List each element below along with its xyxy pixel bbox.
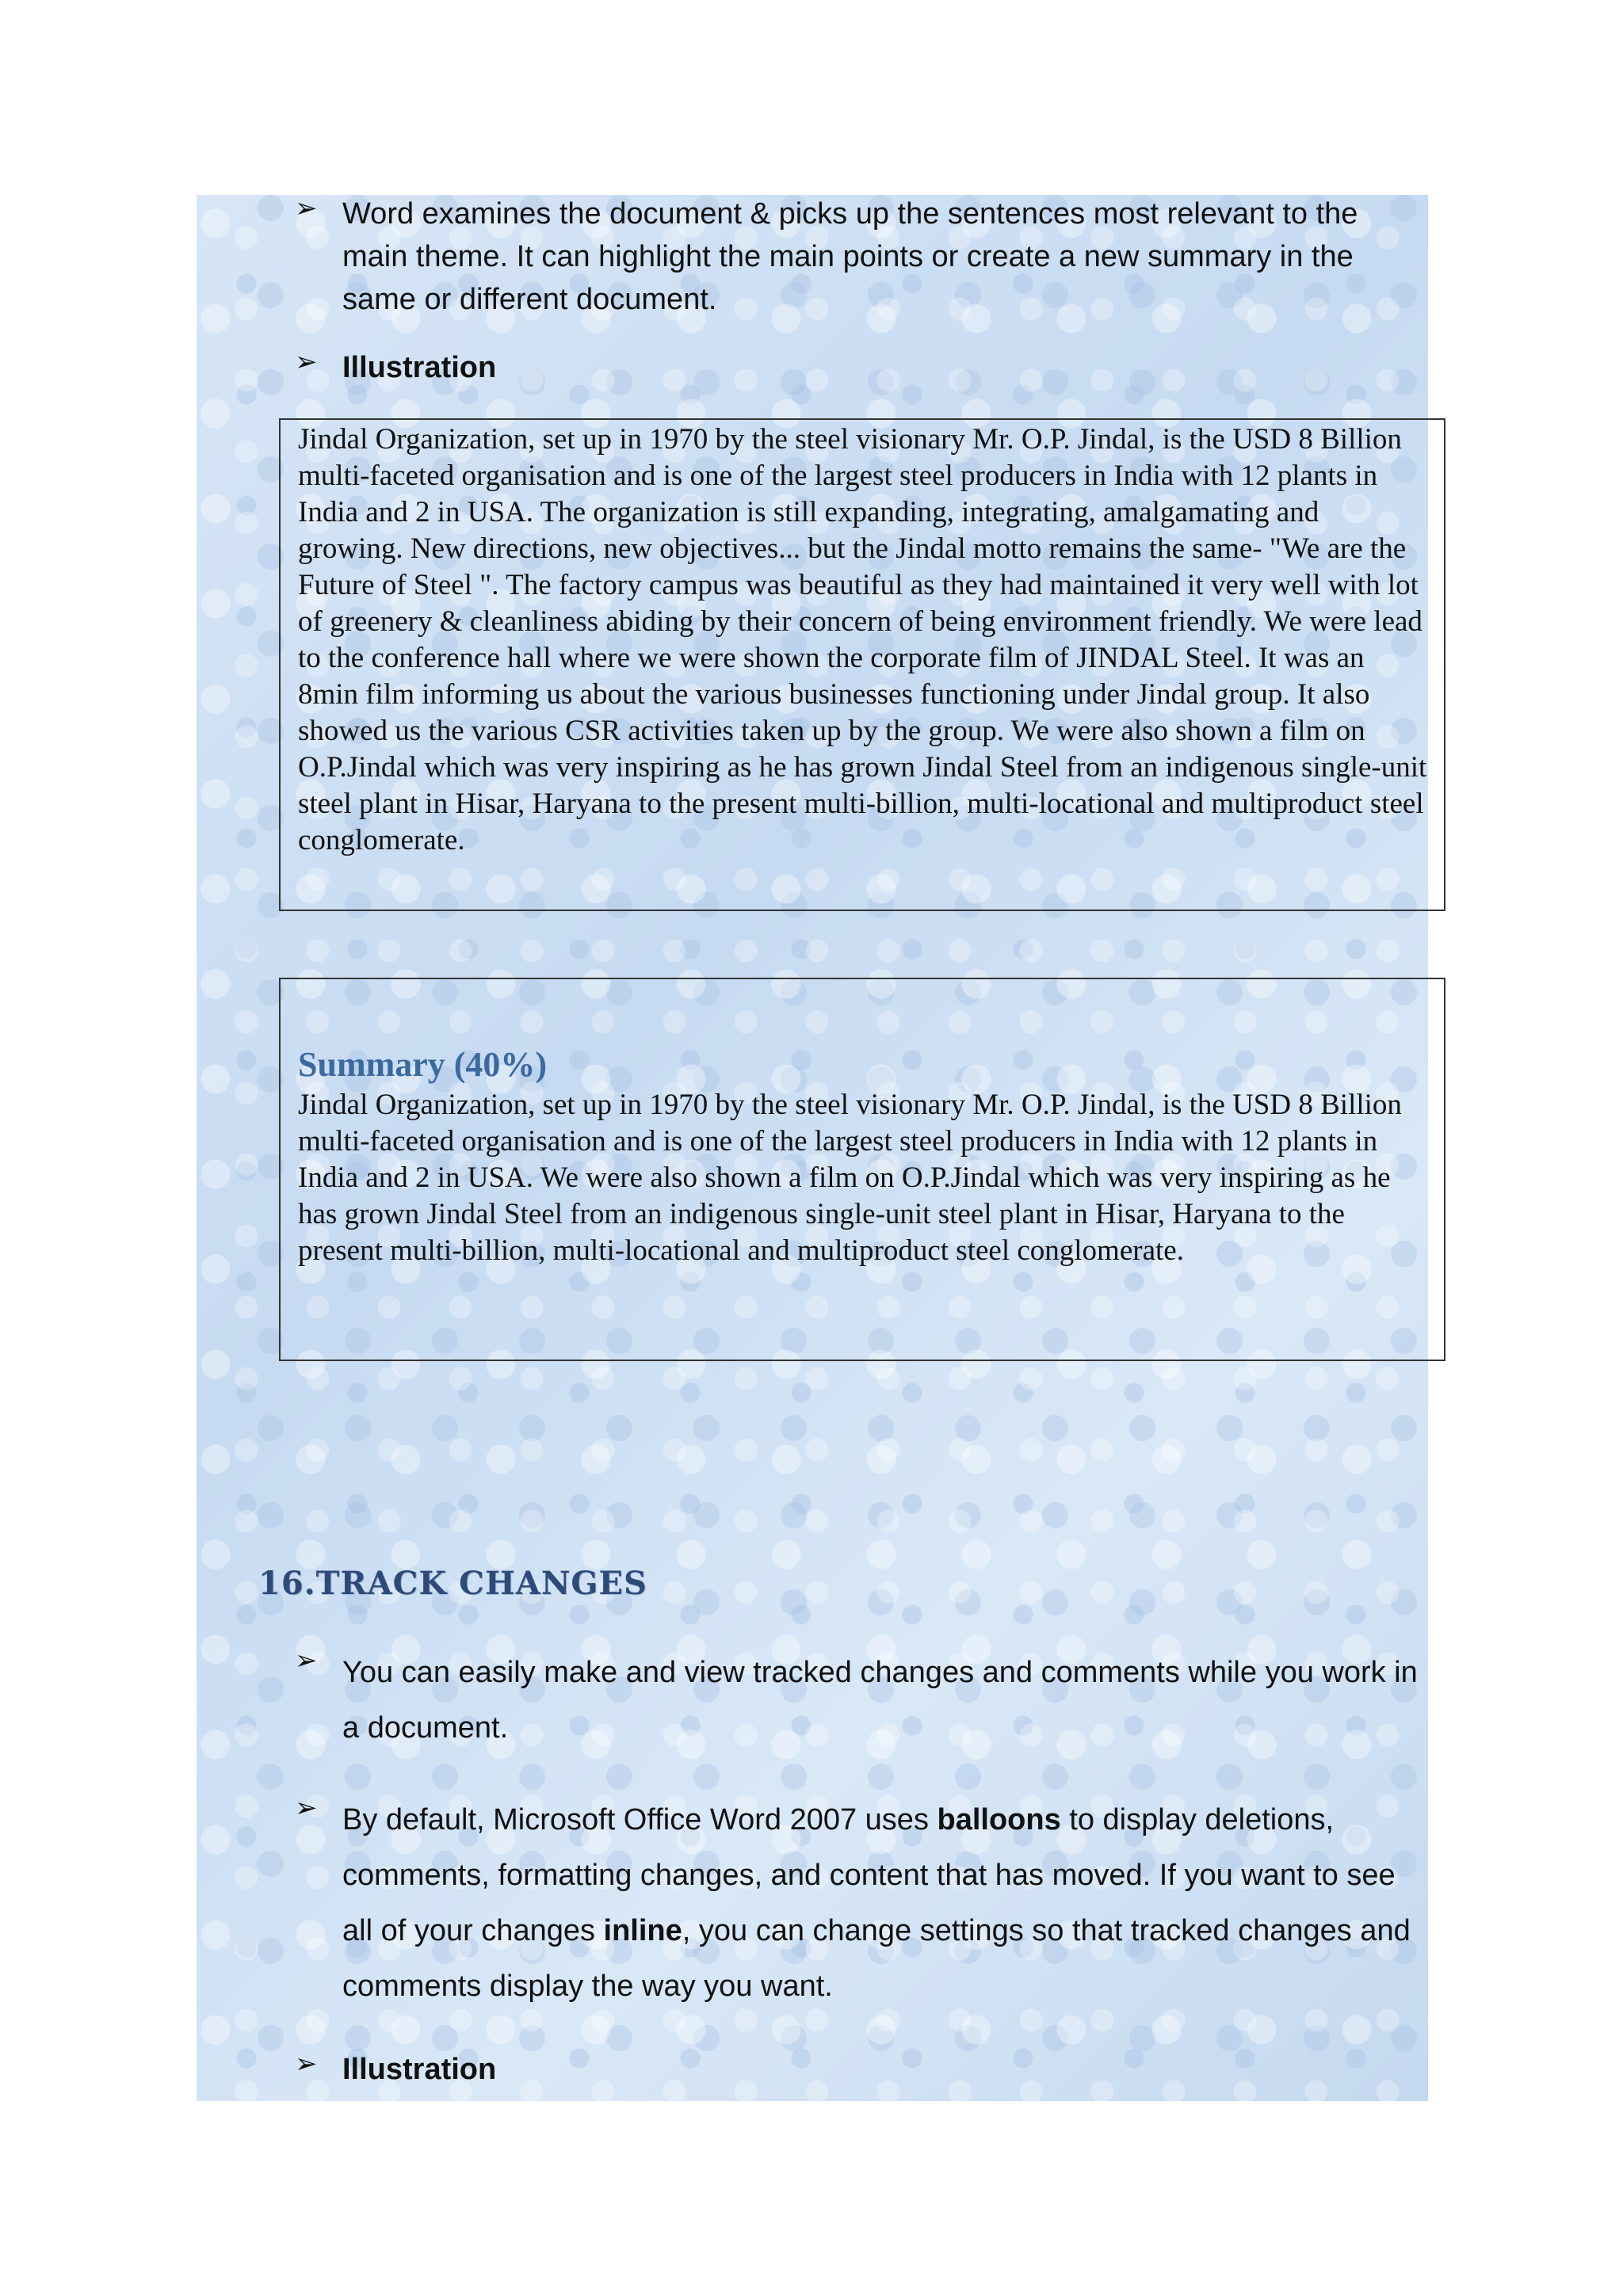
illustration-text-box: [279, 418, 1445, 911]
bullet-text-part: , you can change settings so that tracked changes and comments display the way you want.: [342, 1914, 1411, 2003]
section-heading-track-changes: 16.TRACK CHANGES: [258, 1565, 647, 1602]
bullet-text: [342, 1792, 1420, 2014]
bullet-text: Illustration: [342, 351, 497, 384]
bullet-text: You can easily make and view tracked changes and comments while you work in a document.: [342, 1656, 1418, 1745]
arrow-bullet-icon: ➢: [295, 193, 318, 223]
summary-text-box: [279, 978, 1445, 1361]
arrow-bullet-icon: ➢: [295, 1793, 318, 1823]
arrow-bullet-icon: ➢: [295, 2049, 318, 2079]
bold-term-balloons: balloons: [937, 1803, 1061, 1836]
bullet-text-part: By default, Microsoft Office Word 2007 uses: [342, 1803, 938, 1836]
illustration-text: Jindal Organization, set up in 1970 by the steel visionary Mr. O.P. Jindal, is the USD 8 Billion multi-faceted organisation and is one of the largest steel producers in India with 12 plants in India and 2 in USA. The organization is still expanding, integrating, amalgamating and growing. New directions, new objectives... but the Jindal motto remains the same- "We are the Future of Steel ". The factory campus was beautiful as they had maintained it very well with lot of greenery & cleanliness abiding by their concern of being environment friendly. We were lead to the conference hall where we were shown the corporate film of JINDAL Steel. It was an 8min film informing us about the various businesses functioning under Jindal group. It also showed us the various CSR activities taken up by the group. We were also shown a film on O.P.Jindal which was very inspiring as he has grown Jindal Steel from an indigenous single-unit steel plant in Hisar, Haryana to the present multi-billion, multi-locational and multiproduct steel conglomerate.: [298, 423, 1427, 856]
arrow-bullet-icon: ➢: [295, 347, 318, 377]
bold-term-inline: inline: [603, 1914, 682, 1947]
bullet-text: Word examines the document & picks up the sentences most relevant to the main theme. It can highlight the main points or create a new summary in the same or different document.: [342, 197, 1358, 316]
arrow-bullet-icon: ➢: [295, 1646, 318, 1676]
bullet-text: Illustration: [342, 2053, 497, 2086]
summary-text: Jindal Organization, set up in 1970 by the steel visionary Mr. O.P. Jindal, is the USD 8 Billion multi-faceted organisation and is one of the largest steel producers in India with 12 plants in India and 2 in USA. We were also shown a film on O.P.Jindal which was very inspiring as he has grown Jindal Steel from an indigenous single-unit steel plant in Hisar, Haryana to the present multi-billion, multi-locational and multiproduct steel conglomerate.: [298, 1089, 1402, 1267]
bullet-text-part: to display deletions, comments, formatting changes, and content that has moved. If you want to see all of your changes: [342, 1803, 1396, 1947]
summary-title: Summary (40%): [298, 1045, 548, 1084]
